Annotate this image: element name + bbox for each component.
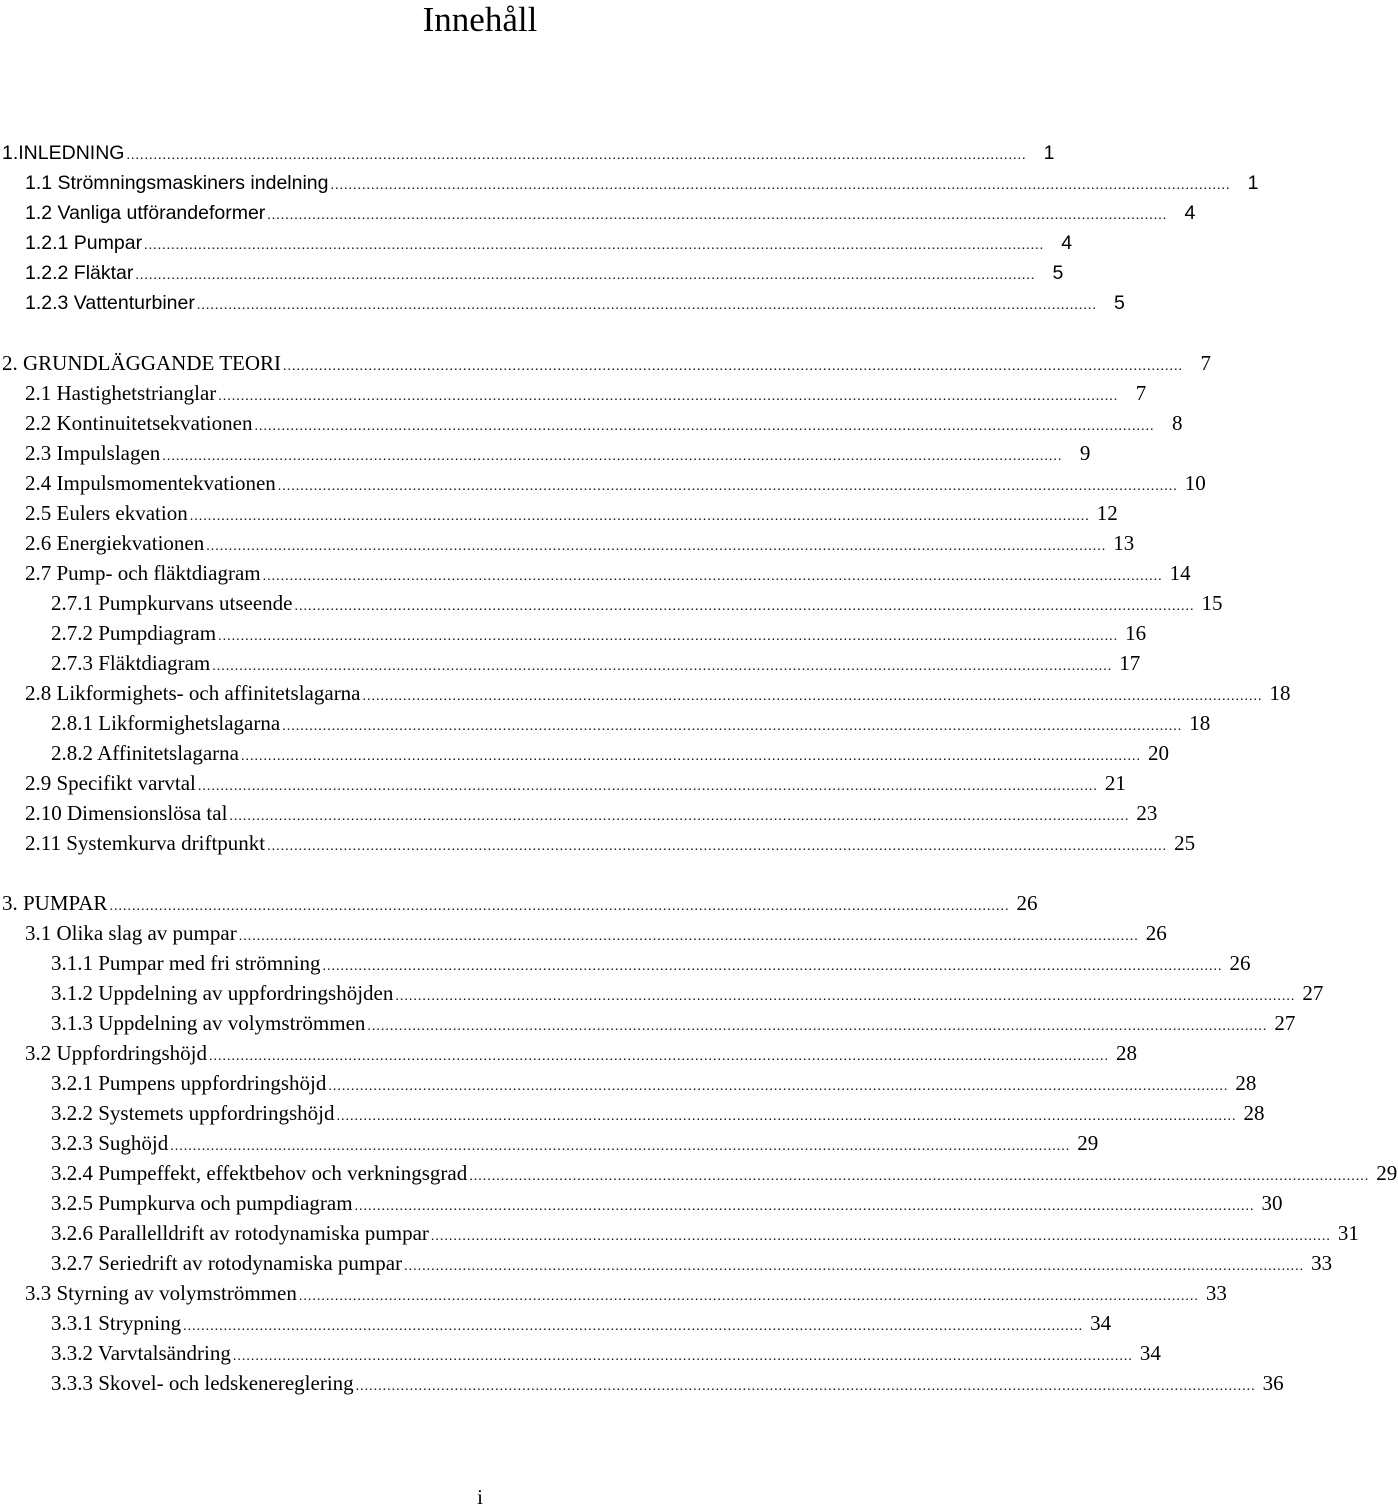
toc-entry-page: 5 (1052, 262, 1064, 284)
toc-entry[interactable] (25, 918, 1167, 948)
toc-entry-page: 31 (1337, 1221, 1359, 1245)
toc-entry[interactable] (25, 438, 1091, 468)
toc-entry[interactable] (25, 468, 1206, 498)
toc-entry-page: 28 (1243, 1101, 1265, 1125)
dot-leader: ........................................................................................................................................................................................................ (183, 1319, 1084, 1334)
dot-leader: ........................................................................................................................................................................................................ (336, 1109, 1237, 1124)
toc-entry[interactable] (25, 498, 1118, 528)
toc-entry-page: 26 (1229, 951, 1251, 975)
toc-entry-page: 7 (1135, 381, 1147, 405)
toc-entry-page: 29 (1077, 1131, 1099, 1155)
toc-entry-page: 36 (1262, 1371, 1284, 1395)
toc-entry-page: 4 (1184, 202, 1196, 224)
toc-entry-page: 21 (1104, 771, 1126, 795)
dot-leader: ........................................................................................................................................................................................................ (277, 479, 1178, 494)
toc-entry[interactable] (25, 258, 1064, 288)
dot-leader: ........................................................................................................................................................................................................ (254, 419, 1155, 434)
toc-entry-page: 28 (1235, 1071, 1257, 1095)
toc-entry-label: 2.7.2 Pumpdiagram (51, 621, 217, 645)
toc-entry-page: 25 (1174, 831, 1196, 855)
toc-entry[interactable] (51, 948, 1251, 978)
toc-entry-label: 3.2.4 Pumpeffekt, effektbehov och verkningsgrad (51, 1161, 468, 1185)
toc-entry[interactable] (51, 738, 1169, 768)
toc-entry[interactable] (51, 1128, 1099, 1158)
toc-entry-page: 15 (1201, 591, 1223, 615)
dot-leader: ........................................................................................................................................................................................................ (209, 1049, 1109, 1064)
dot-leader: ........................................................................................................................................................................................................ (355, 1379, 1256, 1394)
dot-leader: ........................................................................................................................................................................................................ (144, 238, 1045, 253)
toc-entry-label: 2.4 Impulsmomentekvationen (25, 471, 276, 495)
dot-leader: ........................................................................................................................................................................................................ (218, 629, 1119, 644)
dot-leader: ........................................................................................................................................................................................................ (189, 509, 1090, 524)
toc-entry-label: 3.1.1 Pumpar med fri strömning (51, 951, 321, 975)
toc-entry-page: 27 (1274, 1011, 1296, 1035)
toc-entry-page: 26 (1016, 891, 1038, 915)
toc-entry-label: 2.3 Impulslagen (25, 441, 161, 465)
toc-entry-label: 2.7 Pump- och fläktdiagram (25, 561, 261, 585)
toc-entry-label: 3.2.6 Parallelldrift av rotodynamiska pumpar (51, 1221, 429, 1245)
toc-entry-label: 2.9 Specifikt varvtal (25, 771, 196, 795)
toc-entry[interactable] (25, 1038, 1137, 1068)
toc-entry-label: 1.1 Strömningsmaskiners indelning (25, 172, 329, 194)
toc-entry-page: 23 (1136, 801, 1158, 825)
toc-entry-page: 30 (1261, 1191, 1283, 1215)
toc-entry-label: 2.1 Hastighetstrianglar (25, 381, 217, 405)
toc-entry-label: 3.2.1 Pumpens uppfordringshöjd (51, 1071, 327, 1095)
dot-leader: ........................................................................................................................................................................................................ (197, 779, 1098, 794)
toc-entry[interactable] (25, 678, 1291, 708)
toc-entry-page: 20 (1148, 741, 1169, 765)
toc-entry-label: 2.8.1 Likformighetslagarna (51, 711, 281, 735)
toc-entry-label: 1.2.3 Vattenturbiner (25, 292, 195, 314)
toc-entry[interactable] (51, 1188, 1283, 1218)
page-number: i (477, 1485, 483, 1509)
toc-entry[interactable] (51, 648, 1141, 678)
dot-leader: ........................................................................................................................................................................................................ (283, 359, 1184, 374)
dot-leader: ........................................................................................................................................................................................................ (229, 809, 1130, 824)
dot-leader: ........................................................................................................................................................................................................ (330, 178, 1231, 193)
toc-entry-page: 1 (1043, 142, 1055, 164)
dot-leader: ........................................................................................................................................................................................................ (218, 389, 1119, 404)
dot-leader: ........................................................................................................................................................................................................ (262, 569, 1163, 584)
dot-leader: ........................................................................................................................................................................................................ (367, 1019, 1268, 1034)
toc-entry[interactable] (25, 768, 1126, 798)
dot-leader: ........................................................................................................................................................................................................ (430, 1229, 1331, 1244)
dot-leader: ........................................................................................................................................................................................................ (135, 268, 1036, 283)
toc-entry-page: 26 (1145, 921, 1167, 945)
toc-entry[interactable] (51, 588, 1223, 618)
dot-leader: ........................................................................................................................................................................................................ (170, 1139, 1071, 1154)
toc-entry-page: 5 (1113, 292, 1125, 314)
toc-entry-label: 2.7.1 Pumpkurvans utseende (51, 591, 293, 615)
toc-entry-page: 29 (1376, 1161, 1398, 1185)
dot-leader: ........................................................................................................................................................................................................ (395, 989, 1296, 1004)
toc-entry-page: 34 (1139, 1341, 1161, 1365)
toc-entry[interactable] (25, 798, 1158, 828)
dot-leader: ........................................................................................................................................................................................................ (232, 1349, 1133, 1364)
toc-entry-page: 4 (1061, 232, 1073, 254)
dot-leader: ........................................................................................................................................................................................................ (298, 1289, 1199, 1304)
dot-leader: ........................................................................................................................................................................................................ (162, 449, 1063, 464)
dot-leader: ........................................................................................................................................................................................................ (362, 689, 1263, 704)
toc-entry[interactable] (51, 978, 1324, 1008)
toc-entry-page: 18 (1269, 681, 1291, 705)
toc-entry[interactable] (51, 1368, 1284, 1398)
toc-entry[interactable] (51, 1068, 1257, 1098)
toc-entry-label: 3.2.3 Sughöjd (51, 1131, 169, 1155)
dot-leader: ........................................................................................................................................................................................................ (469, 1169, 1370, 1184)
toc-entry-label: 3.3 Styrning av volymströmmen (25, 1281, 297, 1305)
dot-leader: ........................................................................................................................................................................................................ (267, 208, 1168, 223)
toc-entry-page: 13 (1113, 531, 1135, 555)
toc-entry-label: 3.1.3 Uppdelning av volymströmmen (51, 1011, 366, 1035)
toc-entry-label: 3. PUMPAR (2, 891, 108, 915)
toc-entry[interactable] (51, 1308, 1112, 1338)
toc-entry-page: 34 (1090, 1311, 1112, 1335)
toc-entry[interactable] (51, 1158, 1398, 1188)
toc-entry-page: 8 (1171, 411, 1183, 435)
toc-entry-label: 1.INLEDNING (2, 142, 125, 164)
dot-leader: ........................................................................................................................................................................................................ (212, 659, 1113, 674)
toc-entry[interactable] (51, 1248, 1333, 1278)
toc-entry-label: 3.2.2 Systemets uppfordringshöjd (51, 1101, 335, 1125)
toc-entry[interactable] (25, 408, 1183, 438)
toc-entry-label: 3.1.2 Uppdelning av uppfordringshöjden (51, 981, 394, 1005)
toc-entry-label: 1.2.1 Pumpar (25, 232, 143, 254)
dot-leader: ........................................................................................................................................................................................................ (294, 599, 1195, 614)
toc-entry-label: 3.2.5 Pumpkurva och pumpdiagram (51, 1191, 353, 1215)
toc-entry-label: 3.3.1 Strypning (51, 1311, 182, 1335)
dot-leader: ........................................................................................................................................................................................................ (404, 1259, 1305, 1274)
toc-entry-label: 2.8 Likformighets- och affinitetslagarna (25, 681, 361, 705)
toc-entry-page: 27 (1302, 981, 1324, 1005)
toc-entry[interactable] (51, 708, 1211, 738)
toc-entry-page: 1 (1247, 172, 1259, 194)
dot-leader: ........................................................................................................................................................................................................ (196, 298, 1097, 313)
toc-entry-label: 3.2 Uppfordringshöjd (25, 1041, 207, 1065)
dot-leader: ........................................................................................................................................................................................................ (238, 929, 1139, 944)
toc-entry-page: 16 (1125, 621, 1147, 645)
toc-entry-page: 33 (1311, 1251, 1333, 1275)
dot-leader: ........................................................................................................................................................................................................ (109, 899, 1010, 914)
toc-entry[interactable] (51, 1338, 1161, 1368)
toc-entry[interactable] (25, 558, 1191, 588)
toc-entry[interactable] (2, 138, 1055, 168)
toc-entry-page: 10 (1184, 471, 1206, 495)
toc-entry-label: 3.2.7 Seriedrift av rotodynamiska pumpar (51, 1251, 403, 1275)
dot-leader: ........................................................................................................................................................................................................ (267, 839, 1168, 854)
toc-entry[interactable] (2, 888, 1038, 918)
toc-entry-label: 2.7.3 Fläktdiagram (51, 651, 211, 675)
dot-leader: ........................................................................................................................................................................................................ (206, 539, 1107, 554)
dot-leader: ........................................................................................................................................................................................................ (328, 1079, 1229, 1094)
toc-entry-label: 2.10 Dimensionslösa tal (25, 801, 228, 825)
toc-entry-page: 33 (1205, 1281, 1227, 1305)
toc-entry[interactable] (51, 1008, 1296, 1038)
dot-leader: ........................................................................................................................................................................................................ (126, 148, 1027, 163)
toc-entry-page: 14 (1169, 561, 1191, 585)
dot-leader: ........................................................................................................................................................................................................ (322, 959, 1223, 974)
toc-entry-page: 7 (1200, 351, 1212, 375)
toc-entry[interactable] (51, 1218, 1359, 1248)
toc-entry[interactable] (2, 348, 1212, 378)
toc-entry-page: 17 (1119, 651, 1141, 675)
toc-entry[interactable] (25, 378, 1147, 408)
toc-entry-label: 1.2 Vanliga utförandeformer (25, 202, 266, 224)
toc-entry-page: 12 (1096, 501, 1118, 525)
toc-entry[interactable] (25, 228, 1073, 258)
toc-entry[interactable] (25, 198, 1196, 228)
toc-entry-page: 18 (1189, 711, 1211, 735)
toc-entry[interactable] (51, 618, 1147, 648)
page-title: Innehåll (422, 0, 538, 39)
toc-entry-label: 2.2 Kontinuitetsekvationen (25, 411, 253, 435)
toc-entry[interactable] (51, 1098, 1265, 1128)
toc-entry-label: 2. GRUNDLÄGGANDE TEORI (2, 351, 282, 375)
toc-entry[interactable] (25, 828, 1196, 858)
toc-entry-page: 28 (1116, 1041, 1137, 1065)
toc-entry-page: 9 (1079, 441, 1091, 465)
toc-entry-label: 2.11 Systemkurva driftpunkt (25, 831, 266, 855)
toc-entry-label: 2.5 Eulers ekvation (25, 501, 188, 525)
dot-leader: ........................................................................................................................................................................................................ (354, 1199, 1255, 1214)
toc-entry-label: 3.3.3 Skovel- och ledskenereglering (51, 1371, 354, 1395)
toc-entry-label: 3.3.2 Varvtalsändring (51, 1341, 231, 1365)
toc-entry-label: 3.1 Olika slag av pumpar (25, 921, 237, 945)
toc-entry-label: 2.8.2 Affinitetslagarna (51, 741, 239, 765)
toc-entry[interactable] (25, 168, 1259, 198)
toc-entry[interactable] (25, 528, 1135, 558)
toc-entry[interactable] (25, 1278, 1227, 1308)
dot-leader: ........................................................................................................................................................................................................ (282, 719, 1183, 734)
toc-entry[interactable] (25, 288, 1125, 318)
toc-entry-label: 2.6 Energiekvationen (25, 531, 205, 555)
toc-entry-label: 1.2.2 Fläktar (25, 262, 134, 284)
dot-leader: ........................................................................................................................................................................................................ (241, 749, 1141, 764)
